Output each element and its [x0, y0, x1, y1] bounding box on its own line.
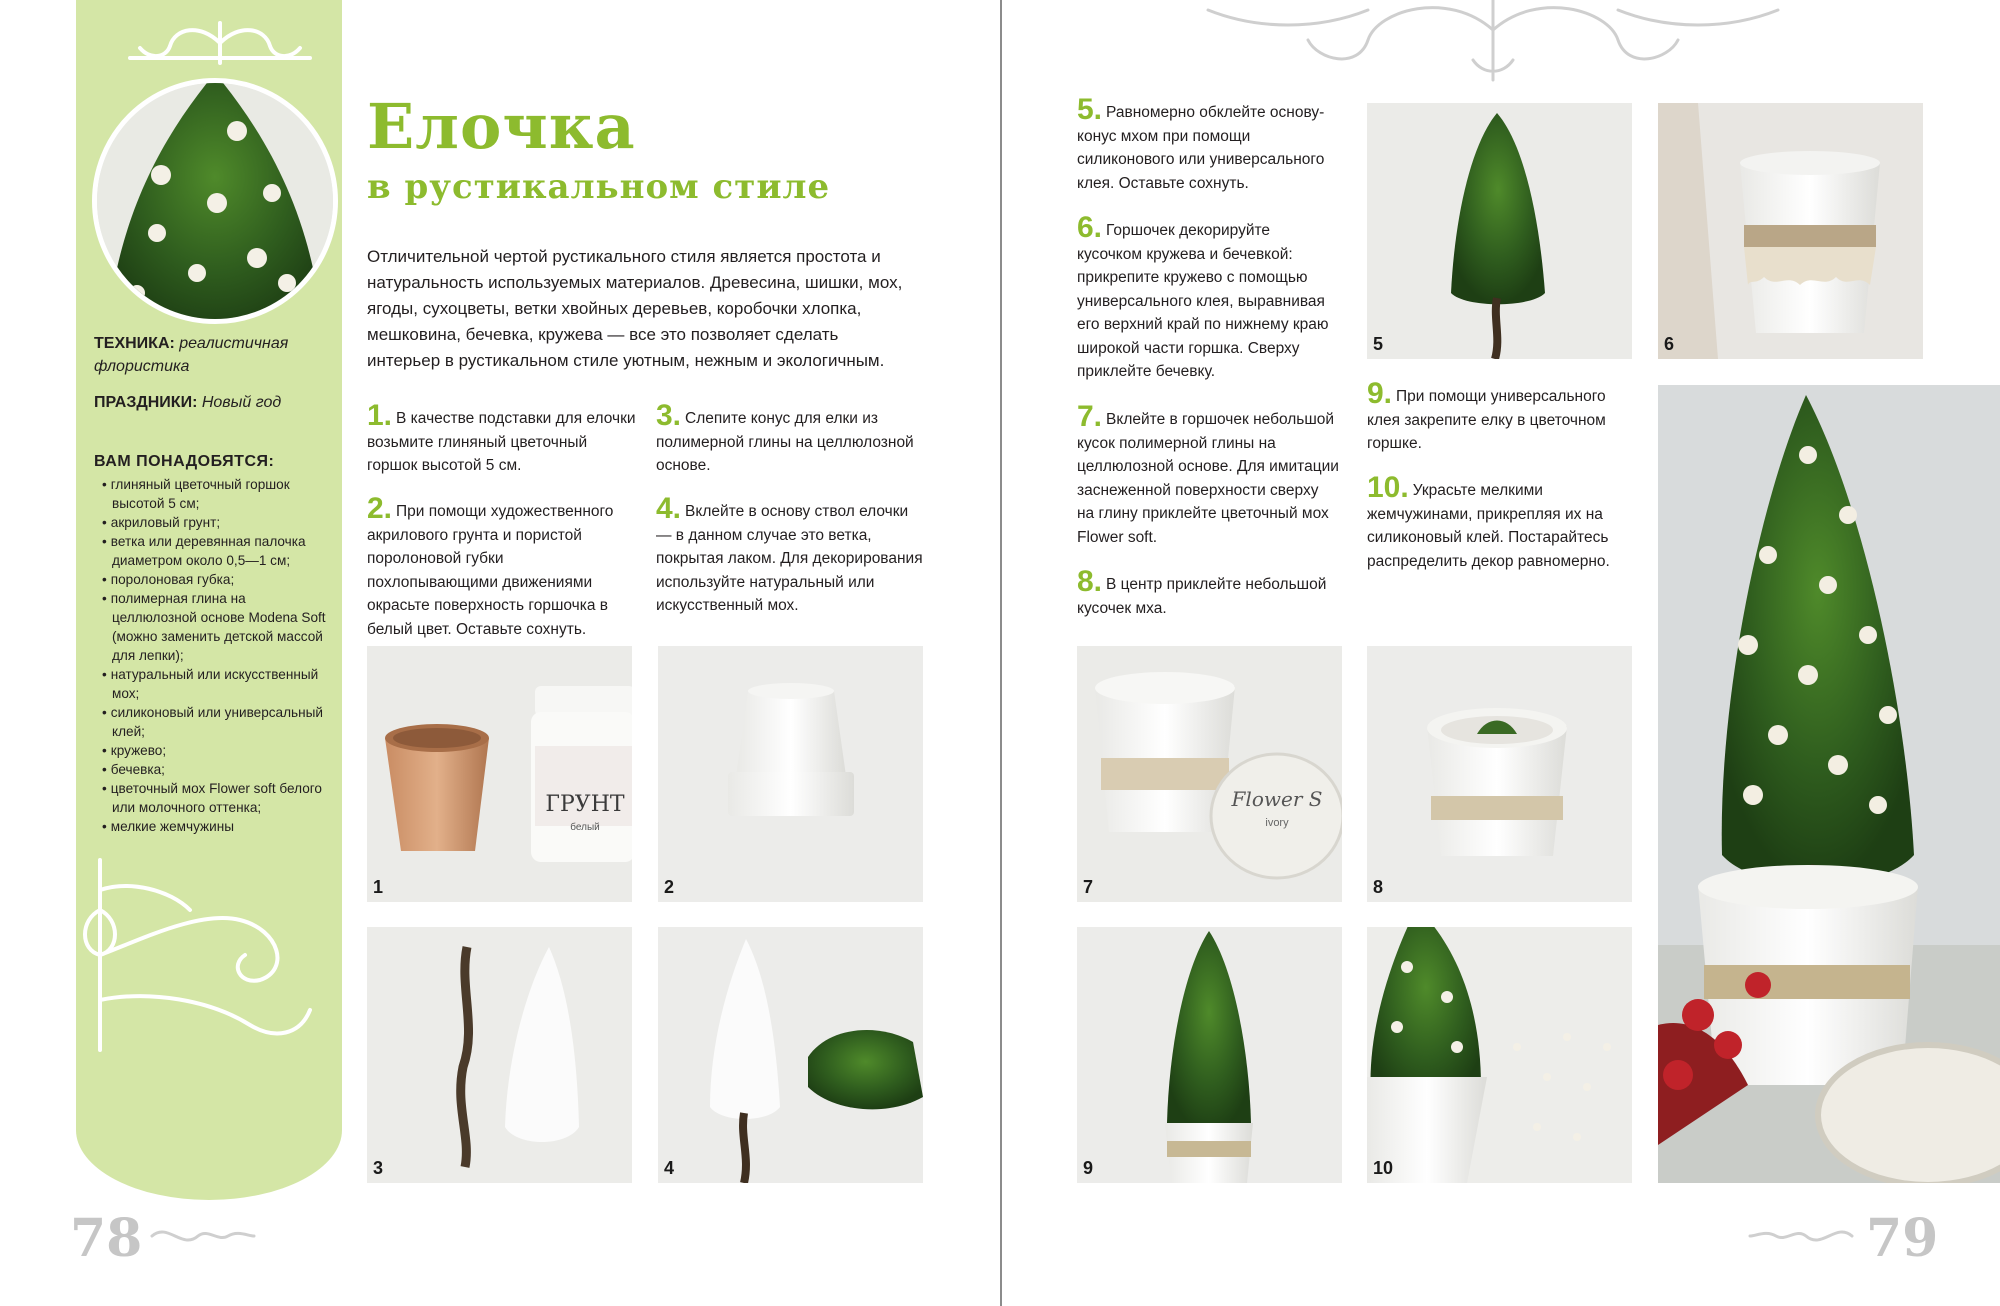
step-text: Украсьте мелкими жемчужинами, прикрепляя их на силиконовый клей. Постарайтесь распределить декор равномерно.	[1367, 482, 1610, 570]
materials-item: • ветка или деревянная палочка диаметром около 0,5—1 см;	[94, 532, 332, 570]
step-number: 8.	[1077, 565, 1103, 598]
step-6	[1077, 211, 1339, 384]
photo-label: 5	[1373, 334, 1384, 354]
jar-label: Flower S	[1231, 787, 1323, 811]
materials-item: • натуральный или искусственный мох;	[94, 665, 332, 703]
step-text: Вклейте в основу ствол елочки — в данном случае это ветка, покрытая лаком. Для декорирования используйте натуральный или искусственный мох.	[656, 503, 923, 614]
technique-line	[94, 332, 324, 378]
hero-round-photo	[92, 78, 338, 324]
materials-item: • цветочный мох Flower soft белого или молочного оттенка;	[94, 779, 332, 817]
step-1	[367, 399, 637, 478]
step-5	[1077, 93, 1339, 195]
step-number: 6.	[1077, 211, 1103, 244]
materials-item: • кружево;	[94, 741, 332, 760]
jar-sublabel: белый	[570, 822, 600, 833]
step-text: В качестве подставки для елочки возьмите глиняный цветочный горшок высотой 5 см.	[367, 410, 636, 474]
step-text: Вклейте в горшочек небольшой кусок полимерной глины на целлюлозной основе. Для имитации заснеженной поверхности сверху на глину приклейте цветочный мох Flower soft.	[1077, 411, 1339, 546]
photo-step-7	[1077, 646, 1342, 902]
photo-label: 7	[1083, 877, 1094, 897]
step-text: В центр приклейте небольшой кусочек мха.	[1077, 576, 1327, 617]
photo-step-3	[367, 927, 632, 1183]
step-number: 9.	[1367, 377, 1393, 410]
page-spine	[1000, 0, 1002, 1306]
photo-label: 1	[373, 877, 384, 897]
step-number: 2.	[367, 492, 393, 525]
photo-label: 9	[1083, 1158, 1094, 1178]
photo-step-10	[1367, 927, 1632, 1183]
materials-item: • поролоновая губка;	[94, 570, 332, 589]
technique-value: реалистичная флористика	[94, 335, 289, 375]
materials-item: • бечевка;	[94, 760, 332, 779]
photo-label: 2	[664, 877, 675, 897]
step-number: 7.	[1077, 400, 1103, 433]
step-7	[1077, 400, 1339, 549]
jar-label: ГРУНТ	[545, 792, 625, 817]
step-text: При помощи универсального клея закрепите елку в цветочном горшке.	[1367, 388, 1606, 452]
step-8	[1077, 565, 1339, 620]
holidays-value: Новый год	[201, 394, 282, 411]
materials-item: • акриловый грунт;	[94, 513, 332, 532]
intro-paragraph: Отличительной чертой рустикального стиля является простота и натуральность используемых материалов. Древесина, шишки, мох, ягоды, сухоцветы, ветки хвойных деревьев, коробочки хлопка, мешковина, бечевка, кружева — все это позволяет сделать интерьер в рустикальном стиле уютным, нежным и экологичным.	[367, 247, 903, 370]
step-text: Горшочек декорируйте кусочком кружева и бечевкой: прикрепите кружево с помощью универсального клея, выравнивая его верхний край по нижнему краю широкой части горшка. Сверху приклейте бечевку.	[1077, 222, 1329, 380]
page-number-flourish-left	[148, 1222, 258, 1250]
step-number: 5.	[1077, 93, 1103, 126]
technique-label: ТЕХНИКА:	[94, 335, 175, 352]
photo-step-1	[367, 646, 632, 902]
materials-item: • силиконовый или универсальный клей;	[94, 703, 332, 741]
photo-label: 4	[664, 1158, 675, 1178]
top-ornament-right	[1198, 0, 1788, 90]
materials-heading: ВАМ ПОНАДОБЯТСЯ:	[94, 453, 275, 470]
photo-label: 8	[1373, 877, 1384, 897]
photo-label: 10	[1373, 1158, 1394, 1178]
step-4	[656, 492, 924, 618]
photo-step-4	[658, 927, 923, 1183]
step-9	[1367, 377, 1637, 456]
page-title: Елочка	[367, 90, 636, 163]
step-text: Слепите конус для елки из полимерной глины на целлюлозной основе.	[656, 410, 914, 474]
step-10	[1367, 471, 1637, 573]
page-number-flourish-right	[1746, 1222, 1856, 1250]
photo-step-8	[1367, 646, 1632, 902]
photo-label: 3	[373, 1158, 384, 1178]
photo-label: 6	[1664, 334, 1675, 354]
materials-list	[94, 475, 332, 836]
holidays-label: ПРАЗДНИКИ:	[94, 394, 198, 411]
photo-step-6	[1658, 103, 1923, 359]
top-ornament-left	[120, 18, 320, 68]
page-number-left: 78	[70, 1208, 143, 1269]
step-2	[367, 492, 637, 641]
holidays-line	[94, 391, 324, 414]
step-text: Равномерно обклейте основу-конус мхом при помощи силиконового или универсального клея. Оставьте сохнуть.	[1077, 104, 1325, 192]
fleur-ornament-bottom-left	[80, 850, 320, 1060]
materials-item: • глиняный цветочный горшок высотой 5 см;	[94, 475, 332, 513]
photo-step-9	[1077, 927, 1342, 1183]
materials-item: • мелкие жемчужины	[94, 817, 332, 836]
page-number-right: 79	[1866, 1208, 1939, 1269]
photo-finished-tree	[1658, 385, 2000, 1183]
step-number: 1.	[367, 399, 393, 432]
photo-step-5	[1367, 103, 1632, 359]
step-number: 4.	[656, 492, 682, 525]
jar-sublabel: ivory	[1265, 817, 1289, 829]
page-subtitle: в рустикальном стиле	[367, 167, 831, 207]
materials-item: • полимерная глина на целлюлозной основе Modena Soft (можно заменить детской массой для лепки);	[94, 589, 332, 665]
step-number: 3.	[656, 399, 682, 432]
step-3	[656, 399, 924, 478]
step-number: 10.	[1367, 471, 1409, 504]
photo-step-2	[658, 646, 923, 902]
step-text: При помощи художественного акрилового грунта и пористой поролоновой губки похлопывающими движениями окрасьте поверхность горшочка в белый цвет. Оставьте сохнуть.	[367, 503, 614, 638]
